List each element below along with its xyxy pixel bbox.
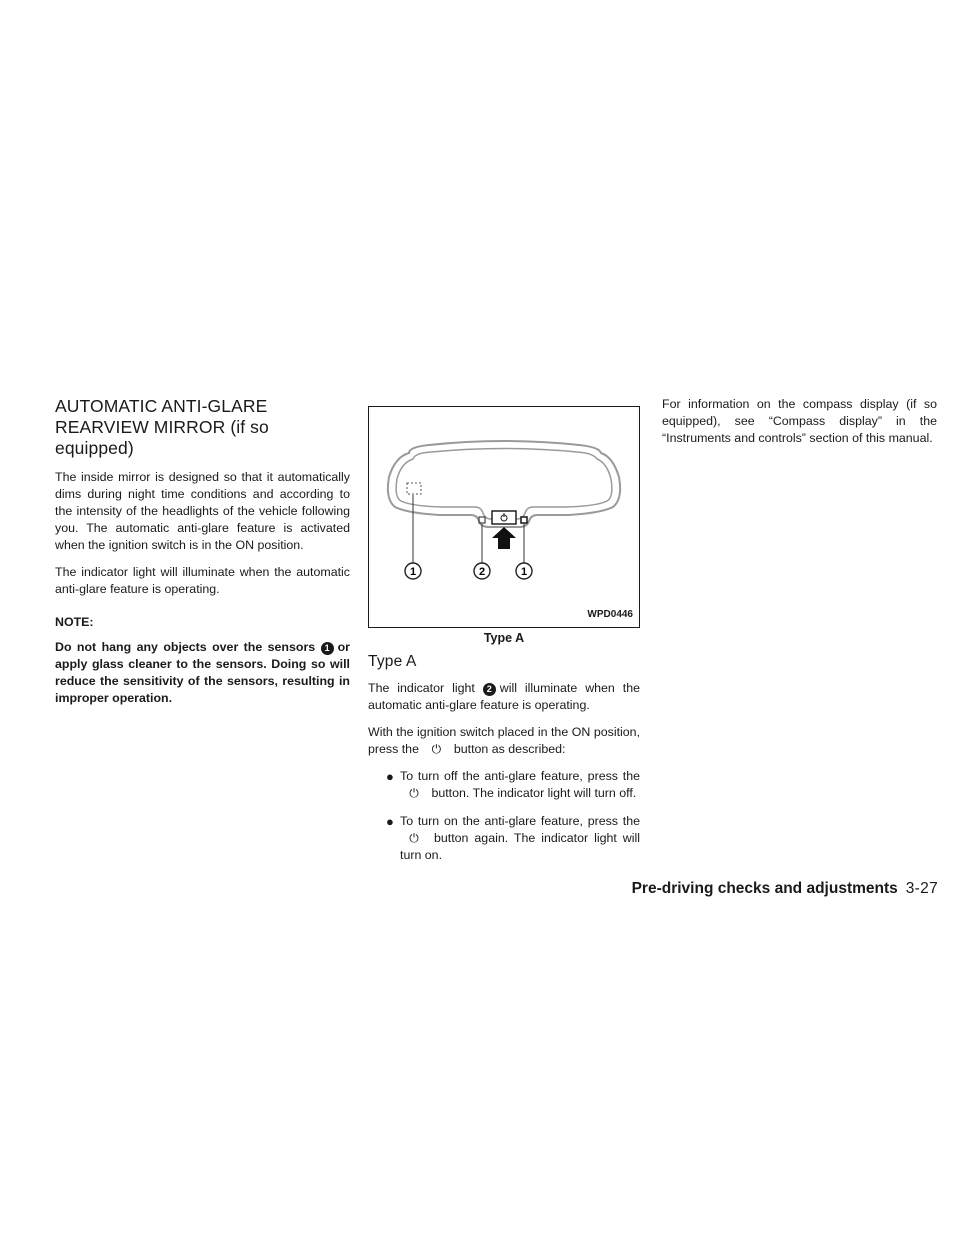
callout-1-right-label: 1 [520, 566, 528, 578]
mirror-figure [368, 406, 640, 628]
bullet-1-pre: To turn off the anti-glare feature, press the [400, 769, 640, 783]
bullet-2-pre: To turn on the anti-glare feature, press the [400, 814, 640, 828]
type-a-para2-pre: With the ignition switch placed in the ON position, press the [368, 725, 640, 756]
note-text-post: or apply glass cleaner to the sensors. Doing so will reduce the sensitivity of the sensors, resulting in improper operation. [55, 640, 350, 705]
bullet-icon: ● [386, 769, 394, 784]
sensor-box-left [407, 483, 421, 494]
callout-1-left-label: 1 [409, 566, 417, 578]
bullet-icon: ● [386, 814, 394, 829]
mirror-illustration [369, 407, 639, 627]
type-a-heading: Type A [368, 653, 417, 670]
compass-paragraph: For information on the compass display (if so equipped), see “Compass display” in the “Instruments and controls” section of this manual. [662, 397, 937, 445]
chapter-title: Pre-driving checks and adjustments [631, 880, 898, 897]
press-arrow-icon [492, 527, 516, 549]
indicator-callout-marker: 2 [483, 683, 496, 696]
power-button-box [492, 511, 516, 524]
type-a-ignition-paragraph [368, 724, 640, 758]
note-text [55, 639, 350, 707]
right-column [662, 396, 937, 457]
indicator-paragraph: The indicator light will illuminate when the automatic anti-glare feature is operating. [55, 565, 350, 596]
power-button-icon: ⏻ [409, 786, 419, 800]
section-title-line1: AUTOMATIC ANTI-GLARE [55, 396, 268, 416]
note-label: NOTE: [55, 615, 94, 629]
sensor-callout-marker: 1 [321, 642, 334, 655]
bullet-1-post: button. The indicator light will turn off. [431, 786, 637, 800]
list-item [386, 768, 640, 802]
page-number: 3-27 [905, 880, 938, 897]
mirror-inner-outline [396, 449, 612, 520]
page-footer [632, 880, 938, 898]
power-button-icon: ⏻ [409, 831, 419, 845]
type-a-para1-pre: The indicator light [368, 681, 475, 695]
callout-2-label: 2 [478, 566, 486, 578]
note-text-pre: Do not hang any objects over the sensors [55, 640, 316, 654]
power-button-icon: ⏻ [431, 742, 442, 756]
list-item [386, 813, 640, 864]
bullet-2-post: button again. The indicator light will turn on. [400, 831, 640, 862]
figure-caption: Type A [483, 631, 525, 645]
instruction-list [368, 768, 640, 864]
left-column [55, 396, 350, 707]
figure-code: WPD0446 [587, 609, 633, 620]
type-a-para2-post: button as described: [453, 742, 566, 756]
intro-paragraph: The inside mirror is designed so that it automatically dims during night time conditions and according to the intensity of the headlights of the vehicle following you. The automatic anti-glare feature is activated when the ignition switch is in the ON position. [55, 470, 350, 552]
type-a-para1-post: will illuminate when the automatic anti-glare feature is operating. [368, 681, 640, 712]
middle-column [368, 406, 640, 875]
type-a-indicator-paragraph [368, 680, 640, 714]
sensor-rear [521, 517, 527, 523]
section-title-line2: REARVIEW MIRROR (if so equipped) [55, 417, 269, 458]
section-title [55, 396, 350, 459]
